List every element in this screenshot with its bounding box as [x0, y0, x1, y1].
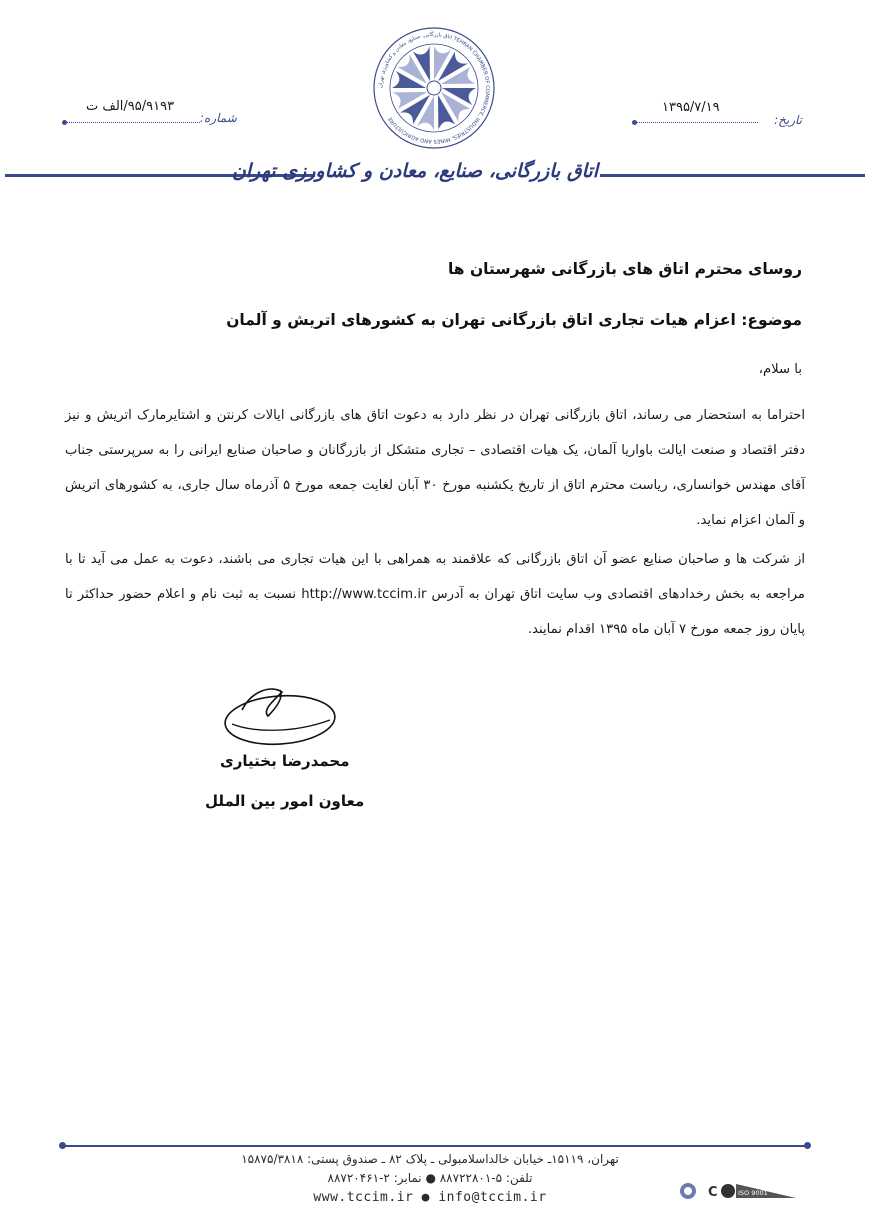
signatory-title: معاون امور بین الملل	[205, 792, 365, 810]
paragraph-2: از شرکت ها و صاحبان صنایع عضو آن اتاق بازرگانی که علاقمند به همراهی با این هیات تجاری می باشند، دعوت به عمل می آید تا با مراجعه به بخش رخدادهای اقتصادی وب سایت اتاق تهران به آدرس http://www.tccim.ir نسبت به ثبت نام و اعلام حضور حداکثر تا پایان روز جمعه مورخ ۷ آبان ماه ۱۳۹۵ اقدام نمایند.	[65, 552, 805, 637]
footer-rule-end	[59, 1142, 66, 1149]
subject-line: موضوع: اعزام هیات تجاری اتاق بازرگانی تهران به کشورهای اتریش و آلمان	[226, 311, 802, 329]
organization-name: اتاق بازرگانی، صنایع، معادن و کشاورزی تهران	[231, 160, 598, 182]
footer-rule-end	[804, 1142, 811, 1149]
footer-address: تهران، ۱۵۱۱۹ـ خیابان خالداسلامبولی ـ پلاک ۸۲ ـ صندوق پستی: ۱۵۸۷۵/۳۸۱۸	[241, 1152, 619, 1166]
iso-badge-text: ISO 9001	[738, 1189, 768, 1197]
footer-phones: تلفن: ۵-۸۸۷۲۲۸۰۱ ● نمابر: ۲-۸۸۷۲۰۴۶۱	[327, 1171, 533, 1185]
number-value: ۹۵/۹۱۹۳/الف ت	[86, 99, 175, 114]
footer-rule	[62, 1145, 807, 1147]
signatory-name: محمدرضا بختیاری	[220, 752, 350, 770]
header-rule	[600, 174, 865, 177]
date-line-end	[632, 120, 637, 125]
date-label: تاریخ:	[774, 113, 802, 127]
logo-ring-text: اتاق بازرگانی، صنایع، معادن و کشاورزی تهران TEHRAN CHAMBER OF COMMERCE, INDUSTRIES, MINES AND AGRICULTURE	[377, 31, 491, 145]
paragraph-1: احتراما به استحضار می رساند، اتاق بازرگانی تهران در نظر دارد به دعوت اتاق های بازرگانی ایالات کرنتن و اشتایرمارک اتریش و نیز دفتر اقتصاد و صنعت ایالت باواریا آلمان، یک هیات اقتصادی – تجاری متشکل از بازرگانان و صاحبان صنایع ایرانی را به سرپرستی جناب آقای مهندس خوانساری، ریاست محترم اتاق از تاریخ یکشنبه مورخ ۳۰ آبان لغایت جمعه مورخ ۵ آذرماه سال جاری، به کشورهای اتریش و آلمان اعزام نماید.	[65, 408, 806, 528]
number-dotted-line	[66, 122, 200, 123]
recipient-line: روسای محترم اتاق های بازرگانی شهرستان ها	[447, 260, 802, 278]
chamber-logo	[372, 26, 496, 150]
footer-web-email: www.tccim.ir ● info@tccim.ir	[313, 1190, 547, 1205]
svg-text:C: C	[708, 1185, 718, 1200]
number-line-end	[62, 120, 67, 125]
certification-badges	[678, 1180, 798, 1202]
handwritten-signature	[222, 680, 342, 750]
date-dotted-line	[636, 122, 758, 123]
greeting: با سلام،	[758, 362, 802, 377]
number-label: شماره:	[200, 111, 237, 125]
date-value: ۱۳۹۵/۷/۱۹	[662, 100, 720, 115]
